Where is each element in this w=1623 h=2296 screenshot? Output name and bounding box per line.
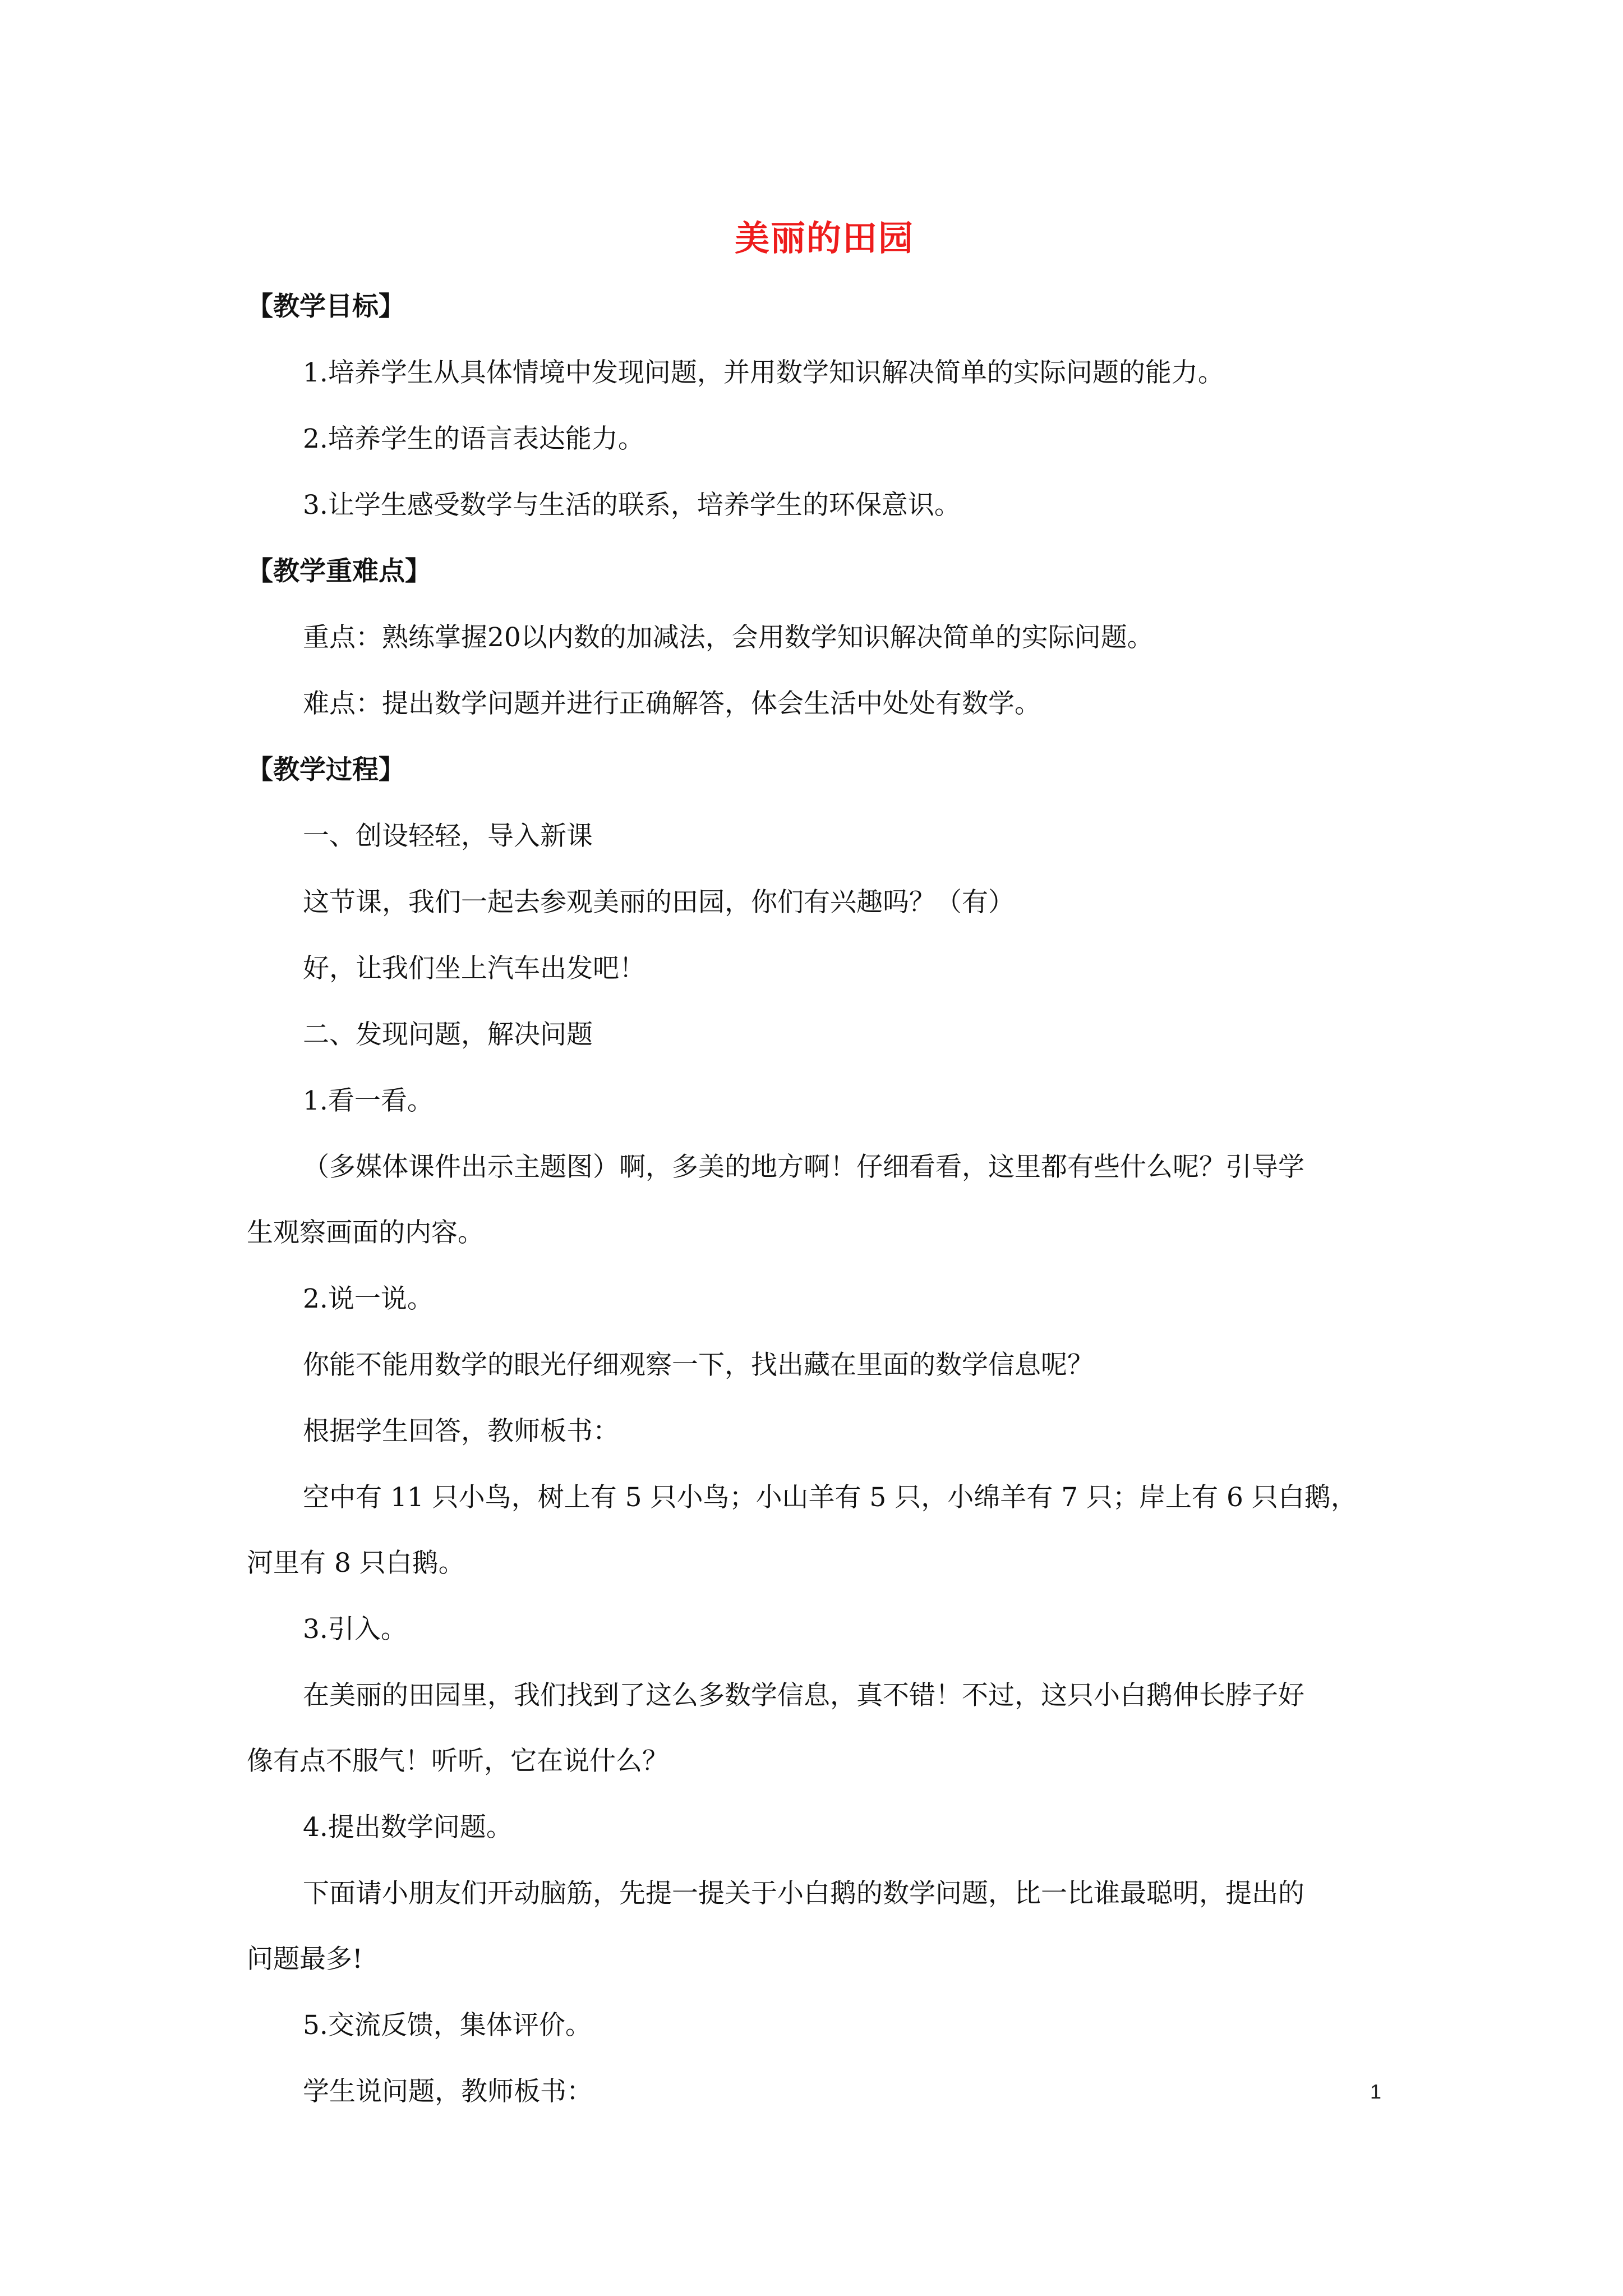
paragraph-line: 像有点不服气！听听，它在说什么？ — [247, 1746, 668, 1777]
process-paragraph-multiline — [247, 1151, 1402, 1250]
key-point-focus: 重点：熟练掌握20以内数的加减法，会用数学知识解决简单的实际问题。 — [303, 622, 1154, 653]
document-body — [247, 210, 1402, 2141]
key-point-difficulty: 难点：提出数学问题并进行正确解答，体会生活中处处有数学。 — [303, 688, 1041, 719]
process-substep-look: 1.看一看。 — [303, 1085, 434, 1116]
process-substep-introduce: 3.引入。 — [303, 1614, 407, 1645]
process-paragraph-multiline — [247, 1877, 1402, 1976]
process-substep-say: 2.说一说。 — [303, 1283, 434, 1314]
paragraph-line: 在美丽的田园里，我们找到了这么多数学信息，真不错！不过，这只小白鹅伸长脖子好 — [303, 1680, 1304, 1711]
goal-item-3: 3.让学生感受数学与生活的联系，培养学生的环保意识。 — [303, 490, 961, 521]
process-paragraph-multiline — [247, 1679, 1402, 1778]
page-title: 美丽的田园 — [734, 218, 914, 259]
process-step-intro-heading: 一、创设轻轻，导入新课 — [303, 821, 593, 852]
process-paragraph: 你能不能用数学的眼光仔细观察一下，找出藏在里面的数学信息呢？ — [303, 1350, 1094, 1381]
paragraph-line: 河里有 8 只白鹅。 — [247, 1548, 465, 1579]
process-substep-feedback: 5.交流反馈，集体评价。 — [303, 2010, 592, 2041]
paragraph-line: 生观察画面的内容。 — [247, 1217, 484, 1248]
process-paragraph: 学生说问题，教师板书： — [303, 2076, 593, 2107]
page-number: 1 — [1370, 2080, 1382, 2103]
process-substep-ask: 4.提出数学问题。 — [303, 1812, 513, 1843]
process-paragraph-multiline — [247, 1481, 1402, 1580]
section-heading-process: 【教学过程】 — [247, 754, 405, 785]
goal-item-1: 1.培养学生从具体情境中发现问题，并用数学知识解决简单的实际问题的能力。 — [303, 357, 1224, 388]
paragraph-line: （多媒体课件出示主题图）啊，多美的地方啊！仔细看看，这里都有些什么呢？引导学 — [303, 1152, 1304, 1182]
process-step-discover-heading: 二、发现问题，解决问题 — [303, 1019, 593, 1050]
process-paragraph: 好，让我们坐上汽车出发吧！ — [303, 953, 645, 984]
section-heading-key-points: 【教学重难点】 — [247, 556, 431, 587]
process-paragraph: 这节课，我们一起去参观美丽的田园，你们有兴趣吗？（有） — [303, 887, 1015, 918]
goal-item-2: 2.培养学生的语言表达能力。 — [303, 424, 644, 454]
paragraph-line: 问题最多! — [247, 1944, 363, 1975]
process-paragraph: 根据学生回答，教师板书： — [303, 1416, 619, 1447]
paragraph-line: 空中有 11 只小鸟，树上有 5 只小鸟；小山羊有 5 只，小绵羊有 7 只；岸上有 6 只白鹅， — [303, 1482, 1357, 1513]
paragraph-line: 下面请小朋友们开动脑筋，先提一提关于小白鹅的数学问题，比一比谁最聪明，提出的 — [303, 1878, 1304, 1909]
section-heading-goals: 【教学目标】 — [247, 291, 405, 322]
